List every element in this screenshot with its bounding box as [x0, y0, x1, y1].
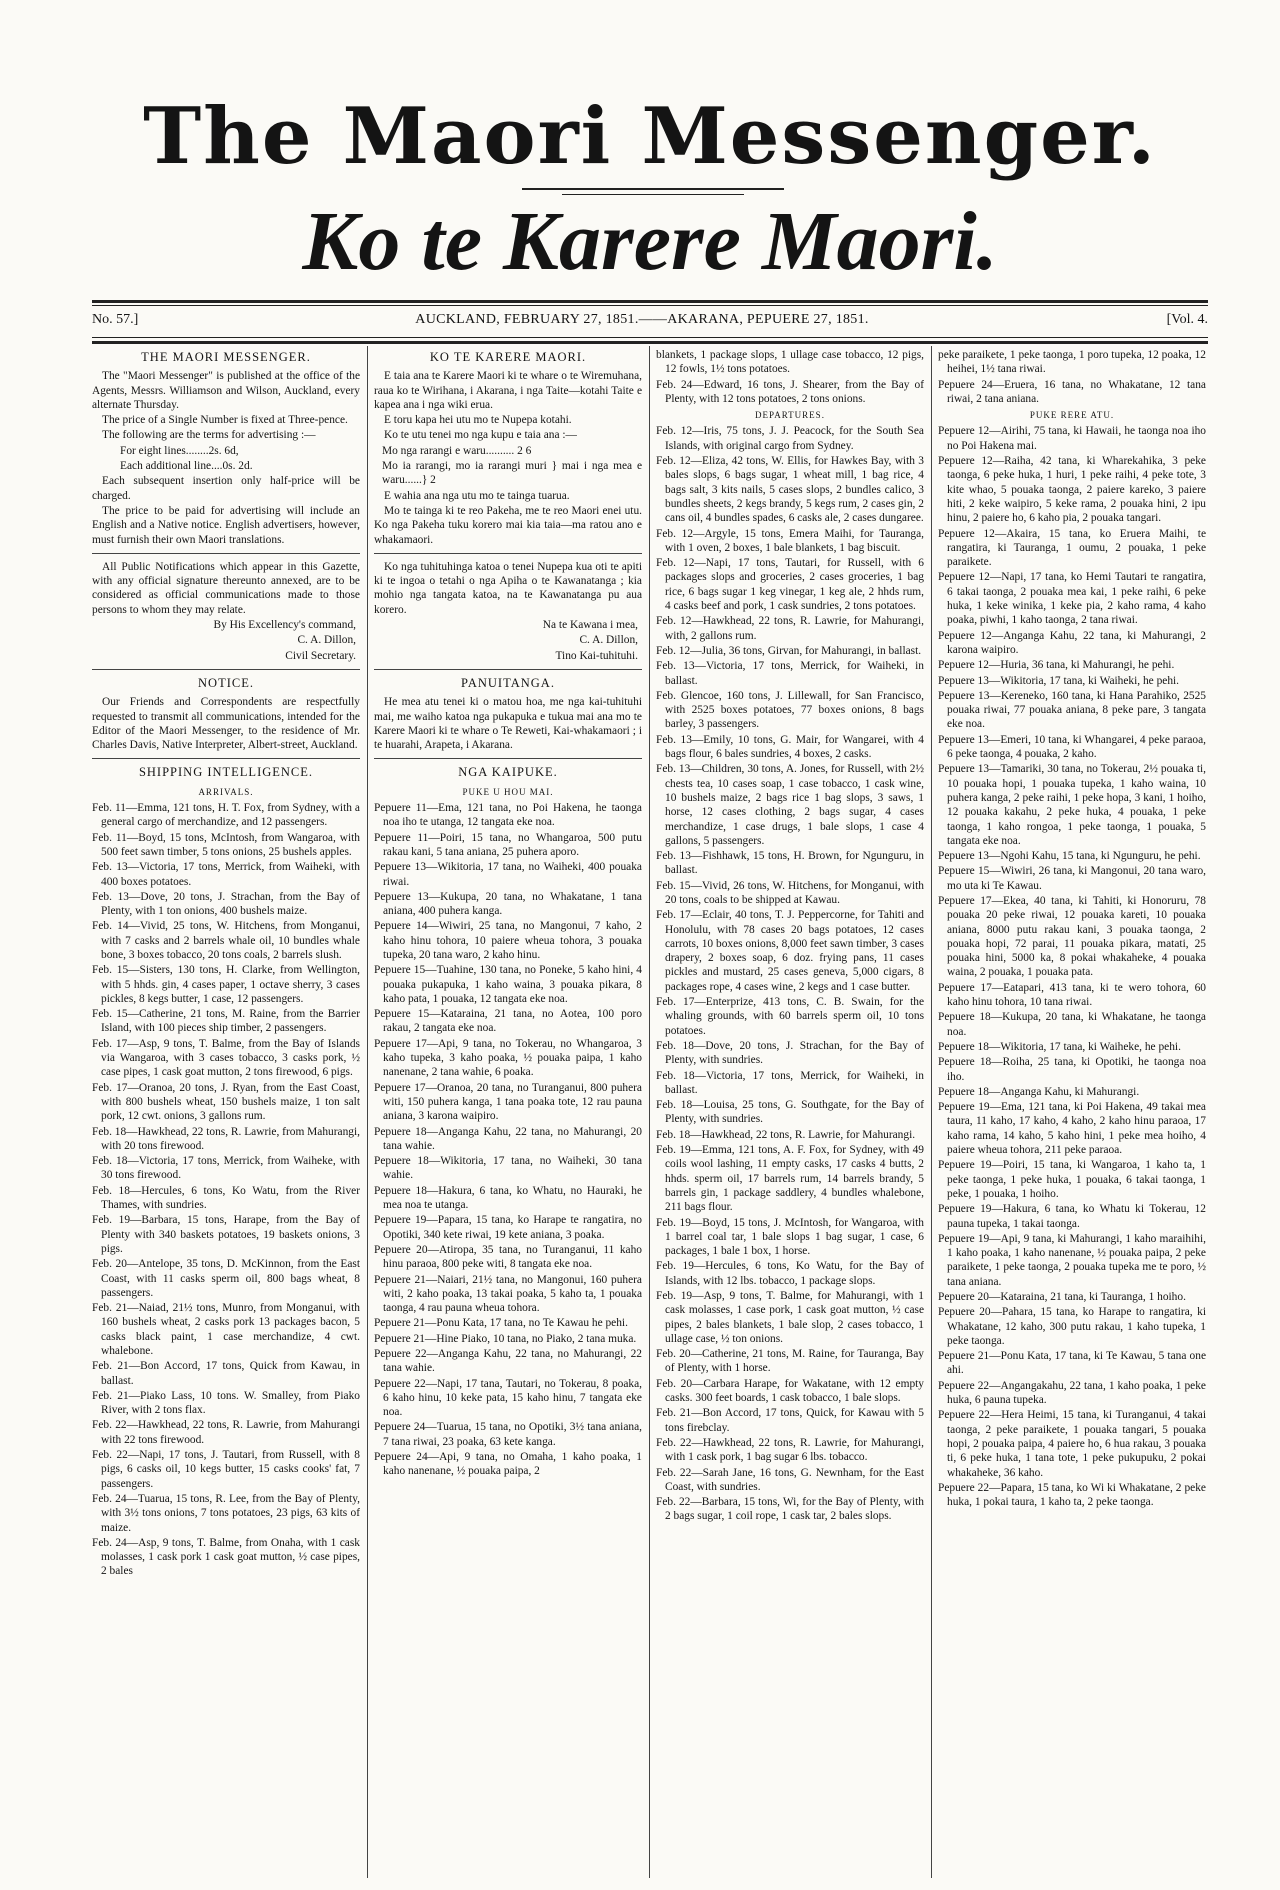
list-item: Pepuere 22—Papara, 15 tana, ko Wi ki Whakatane, 2 peke huka, 1 pokai taura, 1 kaho ta, 2 peke taonga.: [938, 1481, 1206, 1509]
masthead-english-title: The Maori Messenger.: [143, 91, 1157, 182]
list-item: Feb. 20—Carbara Harape, for Wakatane, with 12 empty casks. 300 feet boards, 1 cask tobacco, 1 bale slops.: [656, 1377, 924, 1405]
list-item: Pepuere 12—Akaira, 15 tana, ko Eruera Maihi, te rangatira, ki Tauranga, 1 oumu, 2 pouaka, 1 peke paraikete.: [938, 527, 1206, 569]
list-item: Pepuere 13—Wikitoria, 17 tana, ki Waiheki, he pehi.: [938, 674, 1180, 687]
list-item: Pepuere 17—Eatapari, 413 tana, ki te wero tohora, 60 kaho hinu tohora, 10 tana riwai.: [938, 981, 1206, 1009]
signature-line: C. A. Dillon,: [297, 634, 356, 647]
list-item: Pepuere 22—Anganga Kahu, 22 tana, no Mahurangi, 22 tana wahie.: [374, 1348, 642, 1375]
list-item: Feb. 18—Louisa, 25 tons, G. Southgate, for the Bay of Plenty, with sundries.: [656, 1099, 924, 1126]
dateline: [92, 312, 1208, 334]
rate-line: Each additional line....0s. 2d.: [120, 460, 253, 473]
list-item: Feb. 21—Naiad, 21½ tons, Munro, from Monganui, with 160 bushels wheat, 2 casks pork 13 packages bacon, 5 casks black paint, 1 case merchandize, 4 cwt. whalebone.: [92, 1302, 360, 1357]
list-item: Pepuere 24—Eruera, 16 tana, no Whakatane, 12 tana riwai, 2 tana aniana.: [938, 378, 1206, 405]
list-item: Feb. 20—Catherine, 21 tons, M. Raine, for Tauranga, Bay of Plenty, with 1 horse.: [656, 1348, 924, 1375]
list-item: Pepuere 21—Ponu Kata, 17 tana, no Te Kawau he pehi.: [374, 1317, 628, 1330]
signature-line: By His Excellency's command,: [213, 619, 356, 632]
notice-text: Our Friends and Correspondents are respectfully requested to transmit all communications, intended for the Editor of the Maori Messenger, to the residence of Mr. Charles Davis, Native Interpreter, Albert-street, Auckland.: [92, 696, 360, 752]
newspaper-page: [92, 0, 1208, 1890]
list-item: Pepuere 18—Kukupa, 20 tana, ki Whakatane, he taonga noa.: [938, 1011, 1206, 1038]
list-item: Pepuere 19—Papara, 15 tana, ko Harape te rangatira, no Opotiki, 340 kete riwai, 19 kete aniana, 3 poaka.: [374, 1214, 642, 1241]
rule: [92, 669, 360, 670]
list-item: Feb. 12—Julia, 36 tons, Girvan, for Mahurangi, in ballast.: [656, 644, 922, 657]
list-item: Pepuere 17—Api, 9 tana, no Tokerau, no Whangaroa, 3 kaho tupeka, 3 kaho poaka, ½ pouaka paipa, 1 kaho nanenane, 2 tana wahie, 6 poaka.: [374, 1037, 642, 1079]
list-item: Pepuere 15—Kataraina, 21 tana, no Aotea, 100 poro rakau, 2 tangata eke noa.: [374, 1008, 642, 1035]
rate-line: Mo nga rarangi e waru.......... 2 6: [382, 444, 532, 457]
list-item: Feb. 17—Oranoa, 20 tons, J. Ryan, from the East Coast, with 800 bushels wheat, 150 bushels maize, 1 ton salt pork, 12 cwt. onions, 3 gallons rum.: [92, 1081, 360, 1123]
list-item: Feb. 11—Boyd, 15 tons, McIntosh, from Wangaroa, with 500 feet sawn timber, 5 tons onions, 25 bushels apples.: [92, 831, 360, 858]
top-rule-thin: [92, 305, 1208, 306]
paragraph: The price of a Single Number is fixed at Three-pence.: [102, 414, 348, 427]
list-item: Pepuere 13—Kukupa, 20 tana, no Whakatane, 1 tana aniana, 400 puhera kanga.: [374, 890, 642, 918]
list-item: Feb. 18—Hawkhead, 22 tons, R. Lawrie, for Mahurangi.: [656, 1128, 916, 1141]
rule: [92, 758, 360, 759]
list-item: Pepuere 20—Kataraina, 21 tana, ki Tauranga, 1 hoiho.: [938, 1291, 1186, 1303]
list-item: Feb. 13—Emily, 10 tons, G. Mair, for Wangarei, with 4 bags flour, 6 bales sundries, 4 boxes, 2 casks.: [656, 733, 924, 761]
list-item: Feb. 18—Victoria, 17 tons, Merrick, from Waiheke, with 30 tons firewood.: [92, 1155, 360, 1182]
list-item: Pepuere 21—Naiari, 21½ tana, no Mangonui, 160 puhera witi, 2 kaho poaka, 13 takai poaka, 5 kaho ta, 1 pouaka taonga, 4 rau pauna wheua tohora.: [374, 1273, 642, 1315]
masthead-maori-title: Ko te Karere Maori.: [302, 195, 998, 288]
paragraph: E taia ana te Karere Maori ki te whare o te Wiremuhana, raua ko te Wirihana, i Akarana, i nga Taite—kotahi Taite e kapea ana i nga wiki erua.: [374, 370, 642, 411]
list-item: Pepuere 19—Poiri, 15 tana, ki Wangaroa, 1 kaho ta, 1 peke taonga, 1 peke huka, 1 pouaka, 6 takai taonga, 1 peke, 1 pouaka, 1 hoiho.: [938, 1159, 1206, 1200]
list-item: Pepuere 12—Anganga Kahu, 22 tana, ki Mahurangi, 2 karona waipiro.: [938, 629, 1206, 656]
rate-line: For eight lines........2s. 6d,: [120, 444, 239, 457]
notice-text: He mea atu tenei ki o matou hoa, me nga kai-tuhituhi mai, me waiho katoa nga pukapuka e tukua mai ana mo te Karere Maori ki te whare o Te Reweti, Kai-whakamaori ; i te huarahi, Arapeta, i Akarana.: [374, 696, 642, 752]
list-item: Pepuere 13—Emeri, 10 tana, ki Whangarei, 4 peke paraoa, 6 peke taonga, 4 pouaka, 2 kaho.: [938, 733, 1206, 761]
list-item: Feb. 19—Boyd, 15 tons, J. McIntosh, for Wangaroa, with 1 barrel coal tar, 1 bale slops 1 bag sugar, 1 case, 6 packages, 1 bale 1 box, 1 horse.: [656, 1216, 924, 1258]
section-heading: NGA KAIPUKE.: [458, 765, 558, 780]
rule: [374, 758, 642, 759]
volume-number: [Vol. 4.: [1166, 312, 1208, 327]
rule: [92, 553, 360, 554]
signature-line: Tino Kai-tuhituhi.: [555, 649, 638, 662]
list-item: Pepuere 20—Atiropa, 35 tana, no Turanganui, 11 kaho hinu paraoa, 800 peke witi, 8 tangata eke noa.: [374, 1243, 642, 1271]
subheading: ARRIVALS.: [198, 786, 254, 797]
list-item: Feb. 15—Catherine, 21 tons, M. Raine, from the Barrier Island, with 100 pieces ship timber, 2 passengers.: [92, 1008, 360, 1035]
list-item: Pepuere 13—Tamariki, 30 tana, no Tokerau, 2½ pouaka ti, 10 pouaka hopi, 1 pouaka tupeka, 1 kaho waina, 10 puhera kanga, 2 peke raihi, 1 peke hopa, 3 kani, 1 hoiho, 12 pouaka kakahu, 2 peke huka, 4 pouaka, 1 peke taonga, 1 kaho rongoa, 1 peke taonga, 1 pouaka, 5 tangata eke noa.: [938, 763, 1206, 847]
list-item: peke paraikete, 1 peke taonga, 1 poro tupeka, 12 poaka, 12 heihei, 1½ tana riwai.: [938, 349, 1206, 376]
list-item: Feb. 19—Hercules, 6 tons, Ko Watu, for the Bay of Islands, with 12 lbs. tobacco, 1 package slops.: [656, 1260, 924, 1287]
list-item: Feb. 15—Sisters, 130 tons, H. Clarke, from Wellington, with 5 hhds. gin, 4 cases paper, 1 octave sherry, 3 cases pickles, 8 kegs butter, 1 case, 12 passengers.: [92, 964, 360, 1005]
list-item: Feb. 18—Dove, 20 tons, J. Strachan, for the Bay of Plenty, with sundries.: [656, 1039, 924, 1067]
list-item: Pepuere 19—Ema, 121 tana, ki Poi Hakena, 49 takai mea taura, 11 kaho, 17 kaho, 4 kaho, 2 kaho hinu paraoa, 17 kaho rama, 14 kaho, 5 kaho hini, 1 peke mea hoiho, 4 paiere wheua tohora, 211 peke paraoa.: [938, 1101, 1206, 1157]
list-item: Pepuere 13—Ngohi Kahu, 15 tana, ki Ngunguru, he pehi.: [938, 850, 1201, 863]
paragraph: The price to be paid for advertising will include an English and a Native notice. English advertisers, however, must furnish their own Maori translations.: [92, 504, 360, 546]
list-item: Pepuere 14—Wiwiri, 25 tana, no Mangonui, 7 kaho, 2 kaho hinu tohora, 10 paiere wheua tohora, 3 pouaka tupeka, 20 tana waro, 2 kaho hinu.: [374, 920, 642, 961]
subheading: DEPARTURES.: [755, 410, 825, 421]
column-4: [938, 348, 1206, 1878]
list-item: Feb. 18—Hawkhead, 22 tons, R. Lawrie, from Mahurangi, with 20 tons firewood.: [92, 1125, 360, 1152]
list-item: Pepuere 22—Napi, 17 tana, Tautari, no Tokerau, 8 poaka, 6 kaho hinu, 10 keke pata, 15 kaho hinu, 7 tangata eke noa.: [374, 1377, 642, 1419]
section-heading: PANUITANGA.: [461, 675, 555, 690]
column-divider: [931, 346, 932, 1878]
rule: [374, 553, 642, 554]
dateline-rule: [92, 337, 1208, 338]
list-item: Pepuere 21—Hine Piako, 10 tana, no Piako, 2 tana muka.: [374, 1332, 637, 1345]
list-item: Feb. 12—Napi, 17 tons, Tautari, for Russell, with 6 packages slops and groceries, 2 cases groceries, 1 bag rice, 6 bags sugar 1 keg vinegar, 1 keg ale, 2 hhds rum, 4 casks beef and pork, 1 cask sundries, 2 tons potatoes.: [656, 557, 924, 613]
signature-line: Civil Secretary.: [285, 649, 356, 662]
list-item: Pepuere 18—Anganga Kahu, ki Mahurangi.: [938, 1085, 1140, 1098]
column-2: [374, 348, 642, 1878]
column-3: [656, 348, 924, 1878]
paragraph: Ko te utu tenei mo nga kupu e taia ana :—: [384, 429, 577, 442]
list-item: Feb. 22—Hawkhead, 22 tons, R. Lawrie, from Mahurangi with 22 tons firewood.: [92, 1419, 360, 1446]
list-item: Pepuere 12—Raiha, 42 tana, ki Wharekahika, 3 peke taonga, 6 peke huka, 1 huri, 1 peke raihi, 4 peke tote, 3 kite whao, 5 pouaka taonga, 2 paiere kareko, 3 paiere hiti, 2 keke waipiro, 5 keke rama, 2 pouaka hini, 2 ipu hinu, 2 paiere ho, 6 kaho pia, 2 pouaka tangari.: [938, 455, 1206, 525]
list-item: Feb. 21—Bon Accord, 17 tons, Quick from Kawau, in ballast.: [92, 1360, 360, 1387]
public-notice: All Public Notifications which appear in this Gazette, with any official signature thereunto annexed, are to be considered as official communications made to those persons to whom they may relate.: [92, 560, 360, 616]
issue-date: AUCKLAND, FEBRUARY 27, 1851.——AKARANA, PEPUERE 27, 1851.: [415, 312, 869, 327]
list-item: Pepuere 22—Hera Heimi, 15 tana, ki Turanganui, 4 takai taonga, 2 peke paraikete, 1 pouaka tangari, 5 pouaka hopi, 2 pouaka paipa, 4 paiere ho, 6 hua rakau, 3 pouaka ti, 6 peke huka, 1 tana tote, 1 peke pukupuku, 2 pokai whakaheke, 36 kaho.: [938, 1409, 1206, 1479]
list-item: Feb. 11—Emma, 121 tons, H. T. Fox, from Sydney, with a general cargo of merchandize, and 12 passengers.: [92, 802, 360, 829]
list-item: Feb. 22—Barbara, 15 tons, Wi, for the Bay of Plenty, with 2 bags sugar, 1 coil rope, 1 cask tar, 2 bales slops.: [656, 1496, 924, 1523]
paragraph: E wahia ana nga utu mo te tainga tuarua.: [384, 489, 570, 502]
list-item: Feb. 13—Victoria, 17 tons, Merrick, from Waiheki, with 400 boxes potatoes.: [92, 861, 360, 888]
list-item: Feb. 17—Enterprize, 413 tons, C. B. Swain, for the whaling grounds, with 60 barrels sperm oil, 10 tons potatoes.: [656, 996, 924, 1037]
column-divider: [367, 346, 368, 1878]
list-item: Feb. 22—Sarah Jane, 16 tons, G. Newnham, for the East Coast, with sundries.: [656, 1466, 924, 1493]
list-item: Feb. 21—Piako Lass, 10 tons. W. Smalley, from Piako River, with 2 tons flax.: [92, 1389, 360, 1417]
list-item: Feb. 21—Bon Accord, 17 tons, Quick, for Kawau with 5 tons firebclay.: [656, 1407, 924, 1434]
dateline-rule-thick: [92, 341, 1208, 344]
list-item: Feb. 13—Children, 30 tons, A. Jones, for Russell, with 2½ chests tea, 10 cases soap, 1 case tobacco, 1 cask wine, 10 bushels maize, 2 bags rice 1 bag slops, 3 saws, 1 horse, 12 cases clothing, 2 bags sugar, 4 cases merchandize, 1 case drugs, 1 bale slops, 1 case 4 gallons, 5 passengers.: [656, 763, 924, 847]
subheading: PUKE U HOU MAI.: [462, 786, 554, 797]
subheading: PUKE RERE ATU.: [1029, 410, 1115, 421]
list-item: Feb. 18—Hercules, 6 tons, Ko Watu, from the River Thames, with sundries.: [92, 1184, 360, 1212]
paragraph: Mo te tainga ki te reo Pakeha, me te reo Maori enei utu. Ko nga Pakeha tuku korero mai kia taia—ma ratou ano e whakamaori.: [374, 504, 642, 546]
list-item: Feb. 12—Hawkhead, 22 tons, R. Lawrie, for Mahurangi, with, 2 gallons rum.: [656, 615, 924, 642]
rate-line: Mo ia rarangi, mo ia rarangi muri } mai i nga mea e waru......} 2: [382, 460, 642, 487]
list-item: Feb. 13—Dove, 20 tons, J. Strachan, from the Bay of Plenty, with 1 ton onions, 400 bushels maize.: [92, 890, 360, 918]
signature-line: Na te Kawana i mea,: [542, 619, 638, 632]
section-heading: SHIPPING INTELLIGENCE.: [138, 765, 314, 780]
column-1: [92, 348, 360, 1878]
list-item: Pepuere 24—Tuarua, 15 tana, no Opotiki, 3½ tana aniana, 7 tana riwai, 23 poaka, 63 kete kanga.: [374, 1421, 642, 1448]
list-item: Pepuere 17—Oranoa, 20 tana, no Turanganui, 800 puhera witi, 150 puhera kanga, 1 tana poaka tote, 12 rau pauna aniana, 3 karona waipiro.: [374, 1081, 642, 1123]
column-divider: [649, 346, 650, 1878]
list-item: Feb. 13—Victoria, 17 tons, Merrick, for Waiheki, in ballast.: [656, 660, 924, 687]
paragraph: The following are the terms for advertising :—: [102, 429, 316, 442]
list-item: Pepuere 18—Wikitoria, 17 tana, no Waiheki, 30 tana wahie.: [374, 1155, 642, 1182]
list-item: Pepuere 13—Kereneko, 160 tana, ki Hana Parahiko, 2525 pouaka riwai, 77 pouaka aniana, 8 peke pare, 3 tangata eke noa.: [938, 689, 1206, 731]
list-item: blankets, 1 package slops, 1 ullage case tobacco, 12 pigs, 12 fowls, 1½ tons potatoes.: [656, 349, 924, 376]
list-item: Feb. 15—Vivid, 26 tons, W. Hitchens, for Monganui, with 20 tons, coals to be shipped at Kawau.: [656, 879, 924, 906]
list-item: Feb. 24—Tuarua, 15 tons, R. Lee, from the Bay of Plenty, with 3½ tons onions, 7 tons potatoes, 23 pigs, 63 kits of maize.: [92, 1492, 360, 1534]
paragraph: Each subsequent insertion only half-price will be charged.: [92, 475, 360, 502]
masthead-ornament-rule: [522, 188, 784, 190]
list-item: Pepuere 20—Pahara, 15 tana, ko Harape to rangatira, ki Whakatane, 12 kaho, 300 putu rakau, 1 kaho tupeka, 1 peke taonga.: [938, 1306, 1206, 1347]
list-item: Feb. 19—Asp, 9 tons, T. Balme, for Mahurangi, with 1 cask molasses, 1 case pork, 1 cask goat mutton, ½ case pipes, 2 bales blankets, 1 bale slop, 2 cases tobacco, 1 ullage case, ½ ton onions.: [656, 1290, 924, 1345]
signature-line: C. A. Dillon,: [579, 634, 638, 647]
public-notice: Ko nga tuhituhinga katoa o tenei Nupepa kua oti te apiti ki te ingoa o tetahi o nga Apiha o te Kawanatanga ; kia mohio nga tangata katoa, na te Kawanatanga pu aua korero.: [374, 560, 642, 616]
list-item: Pepuere 12—Napi, 17 tana, ko Hemi Tautari te rangatira, 6 takai taonga, 2 pouaka mea kai, 1 peke raihi, 6 peke huka, 1 keke winika, 1 keke pia, 2 kaho rama, 4 kaho poaka, piwhi, 1 kaho taonga, 2 tana riwai.: [938, 571, 1206, 627]
list-item: Pepuere 11—Ema, 121 tana, no Poi Hakena, he taonga noa iho te utanga, 12 tangata eke noa.: [374, 802, 642, 829]
list-item: Pepuere 21—Ponu Kata, 17 tana, ki Te Kawau, 5 tana one ahi.: [938, 1350, 1206, 1377]
issue-number: No. 57.]: [92, 312, 139, 327]
list-item: Feb. 20—Antelope, 35 tons, D. McKinnon, from the East Coast, with 11 casks sperm oil, 800 bags wheat, 8 passengers.: [92, 1258, 360, 1299]
list-item: Pepuere 19—Api, 9 tana, ki Mahurangi, 1 kaho maraihihi, 1 kaho poaka, 1 kaho nanenane, ½ pouaka paipa, 2 peke paraikete, 1 peke taonga, 2 pouaka tupeka me te poro, ½ tana aniana.: [938, 1232, 1206, 1288]
list-item: Pepuere 15—Wiwiri, 26 tana, ki Mangonui, 20 tana waro, mo uta ki Te Kawau.: [938, 865, 1206, 892]
list-item: Feb. 19—Emma, 121 tons, A. F. Fox, for Sydney, with 49 coils wool lashing, 11 empty casks, 17 casks 4 butts, 2 hhds. sperm oil, 17 barrels rum, 14 barrels brandy, 5 barrels gin, 1 package saddlery, 4 bundles whalebone, 211 bags flour.: [656, 1144, 924, 1214]
list-item: Pepuere 22—Angangakahu, 22 tana, 1 kaho poaka, 1 peke huka, 6 pauna tupeka.: [938, 1379, 1206, 1407]
list-item: Pepuere 19—Hakura, 6 tana, ko Whatu ki Tokerau, 12 pauna tupeka, 1 takai taonga.: [938, 1203, 1206, 1230]
list-item: Feb. 24—Asp, 9 tons, T. Balme, from Onaha, with 1 cask molasses, 1 cask pork 1 cask goat mutton, ½ case pipes, 2 bales: [92, 1536, 360, 1578]
list-item: Pepuere 18—Wikitoria, 17 tana, ki Waiheke, he pehi.: [938, 1040, 1181, 1053]
list-item: Feb. 14—Vivid, 25 tons, W. Hitchens, from Monganui, with 7 casks and 2 barrels whale oil, 10 bundles whale bone, 3 boxes tobacco, 20 tons coals, 2 barrels slush.: [92, 920, 360, 961]
list-item: Pepuere 18—Hakura, 6 tana, ko Whatu, no Hauraki, he mea noa te utanga.: [374, 1184, 642, 1212]
section-heading: THE MAORI MESSENGER.: [141, 350, 311, 364]
section-heading: KO TE KARERE MAORI.: [429, 350, 587, 364]
list-item: Pepuere 11—Poiri, 15 tana, no Whangaroa, 500 putu rakau kani, 5 tana aniana, 25 puhera aporo.: [374, 831, 642, 858]
list-item: Feb. 22—Hawkhead, 22 tons, R. Lawrie, for Mahurangi, with 1 cask pork, 1 bag sugar 6 lbs. tobacco.: [656, 1436, 924, 1464]
list-item: Feb. 17—Eclair, 40 tons, T. J. Peppercorne, for Tahiti and Honolulu, with 78 cases 20 bags potatoes, 12 cases carrots, 10 boxes onions, 8,000 feet sawn timber, 3 cases drapery, 2 boxes soap, 6 doz. frying pans, 11 cases pickles and mustard, 25 cases geneva, 5,000 cigars, 8 packages rope, 4 cases wine, 2 kegs and 1 case butter.: [656, 909, 924, 993]
rule: [374, 669, 642, 670]
list-item: Pepuere 17—Ekea, 40 tana, ki Tahiti, ki Honoruru, 78 pouaka 20 peke riwai, 12 pouaka kareti, 10 pouaka aniana, 8000 putu rakau kani, 3 pouaka taonga, 2 pouaka hopi, 72 parai, 11 pouaka pikara, matati, 25 pouaka hini, 5000 ka, 8 pokai whakaheke, 4 pouaka waina, 2 pouaka, 1 pouaka pata.: [938, 894, 1206, 979]
list-item: Pepuere 13—Wikitoria, 17 tana, no Waiheki, 400 pouaka riwai.: [374, 861, 642, 888]
list-item: Feb. 22—Napi, 17 tons, J. Tautari, from Russell, with 8 pigs, 6 casks oil, 10 kegs butter, 15 casks cooks' fat, 7 passengers.: [92, 1449, 360, 1490]
section-heading: NOTICE.: [198, 675, 254, 690]
list-item: Feb. 12—Eliza, 42 tons, W. Ellis, for Hawkes Bay, with 3 bales slops, 6 bags sugar, 1 wheat mill, 1 bag rice, 4 bags salt, 3 kits nails, 5 cases slops, 2 bundles calico, 3 bundles sheets, 2 kegs brandy, 5 kegs rum, 2 cases gin, 2 cans oil, 4 bundles spades, 6 casks ale, 2 cases dungaree.: [656, 455, 924, 525]
list-item: Feb. 17—Asp, 9 tons, T. Balme, from the Bay of Islands via Wangaroa, with 3 cases tobacco, 3 casks pork, ½ case pipes, 1 cask goat mutton, 2 tons firewood, 6 pigs.: [92, 1037, 360, 1079]
list-item: Pepuere 18—Roiha, 25 tana, ki Opotiki, he taonga noa iho.: [938, 1056, 1206, 1083]
list-item: Feb. 19—Barbara, 15 tons, Harape, from the Bay of Plenty with 340 baskets potatoes, 19 baskets onions, 3 pigs.: [92, 1214, 360, 1255]
top-rule: [92, 300, 1208, 303]
list-item: Pepuere 12—Airihi, 75 tana, ki Hawaii, he taonga noa iho no Poi Hakena mai.: [938, 425, 1206, 452]
list-item: Pepuere 18—Anganga Kahu, 22 tana, no Mahurangi, 20 tana wahie.: [374, 1125, 642, 1152]
list-item: Feb. 18—Victoria, 17 tons, Merrick, for Waiheki, in ballast.: [656, 1069, 924, 1096]
list-item: Feb. 13—Fishhawk, 15 tons, H. Brown, for Ngunguru, in ballast.: [656, 850, 924, 877]
paragraph: The "Maori Messenger" is published at the office of the Agents, Messrs. Williamson and Wilson, Auckland, every alternate Thursday.: [92, 370, 360, 411]
list-item: Feb. Glencoe, 160 tons, J. Lillewall, for San Francisco, with 2525 boxes potatoes, 77 boxes onions, 8 bags barley, 3 passengers.: [656, 689, 924, 731]
list-item: Feb. 24—Edward, 16 tons, J. Shearer, from the Bay of Plenty, with 12 tons potatoes, 2 tons onions.: [656, 378, 924, 405]
paragraph: E toru kapa hei utu mo te Nupepa kotahi.: [384, 414, 572, 427]
list-item: Pepuere 12—Huria, 36 tana, ki Mahurangi, he pehi.: [938, 659, 1175, 672]
list-item: Feb. 12—Iris, 75 tons, J. J. Peacock, for the South Sea Islands, with original cargo from Sydney.: [656, 425, 924, 452]
list-item: Feb. 12—Argyle, 15 tons, Emera Maihi, for Tauranga, with 1 oven, 2 boxes, 1 bale blankets, 1 bag biscuit.: [656, 527, 924, 554]
list-item: Pepuere 15—Tuahine, 130 tana, no Poneke, 5 kaho hini, 4 pouaka pukapuka, 1 kaho waina, 3 pouaka pikara, 8 kaho pata, 1 pouaka, 12 tangata eke noa.: [374, 964, 642, 1005]
list-item: Pepuere 24—Api, 9 tana, no Omaha, 1 kaho poaka, 1 kaho nanenane, ½ pouaka paipa, 2: [374, 1451, 642, 1478]
